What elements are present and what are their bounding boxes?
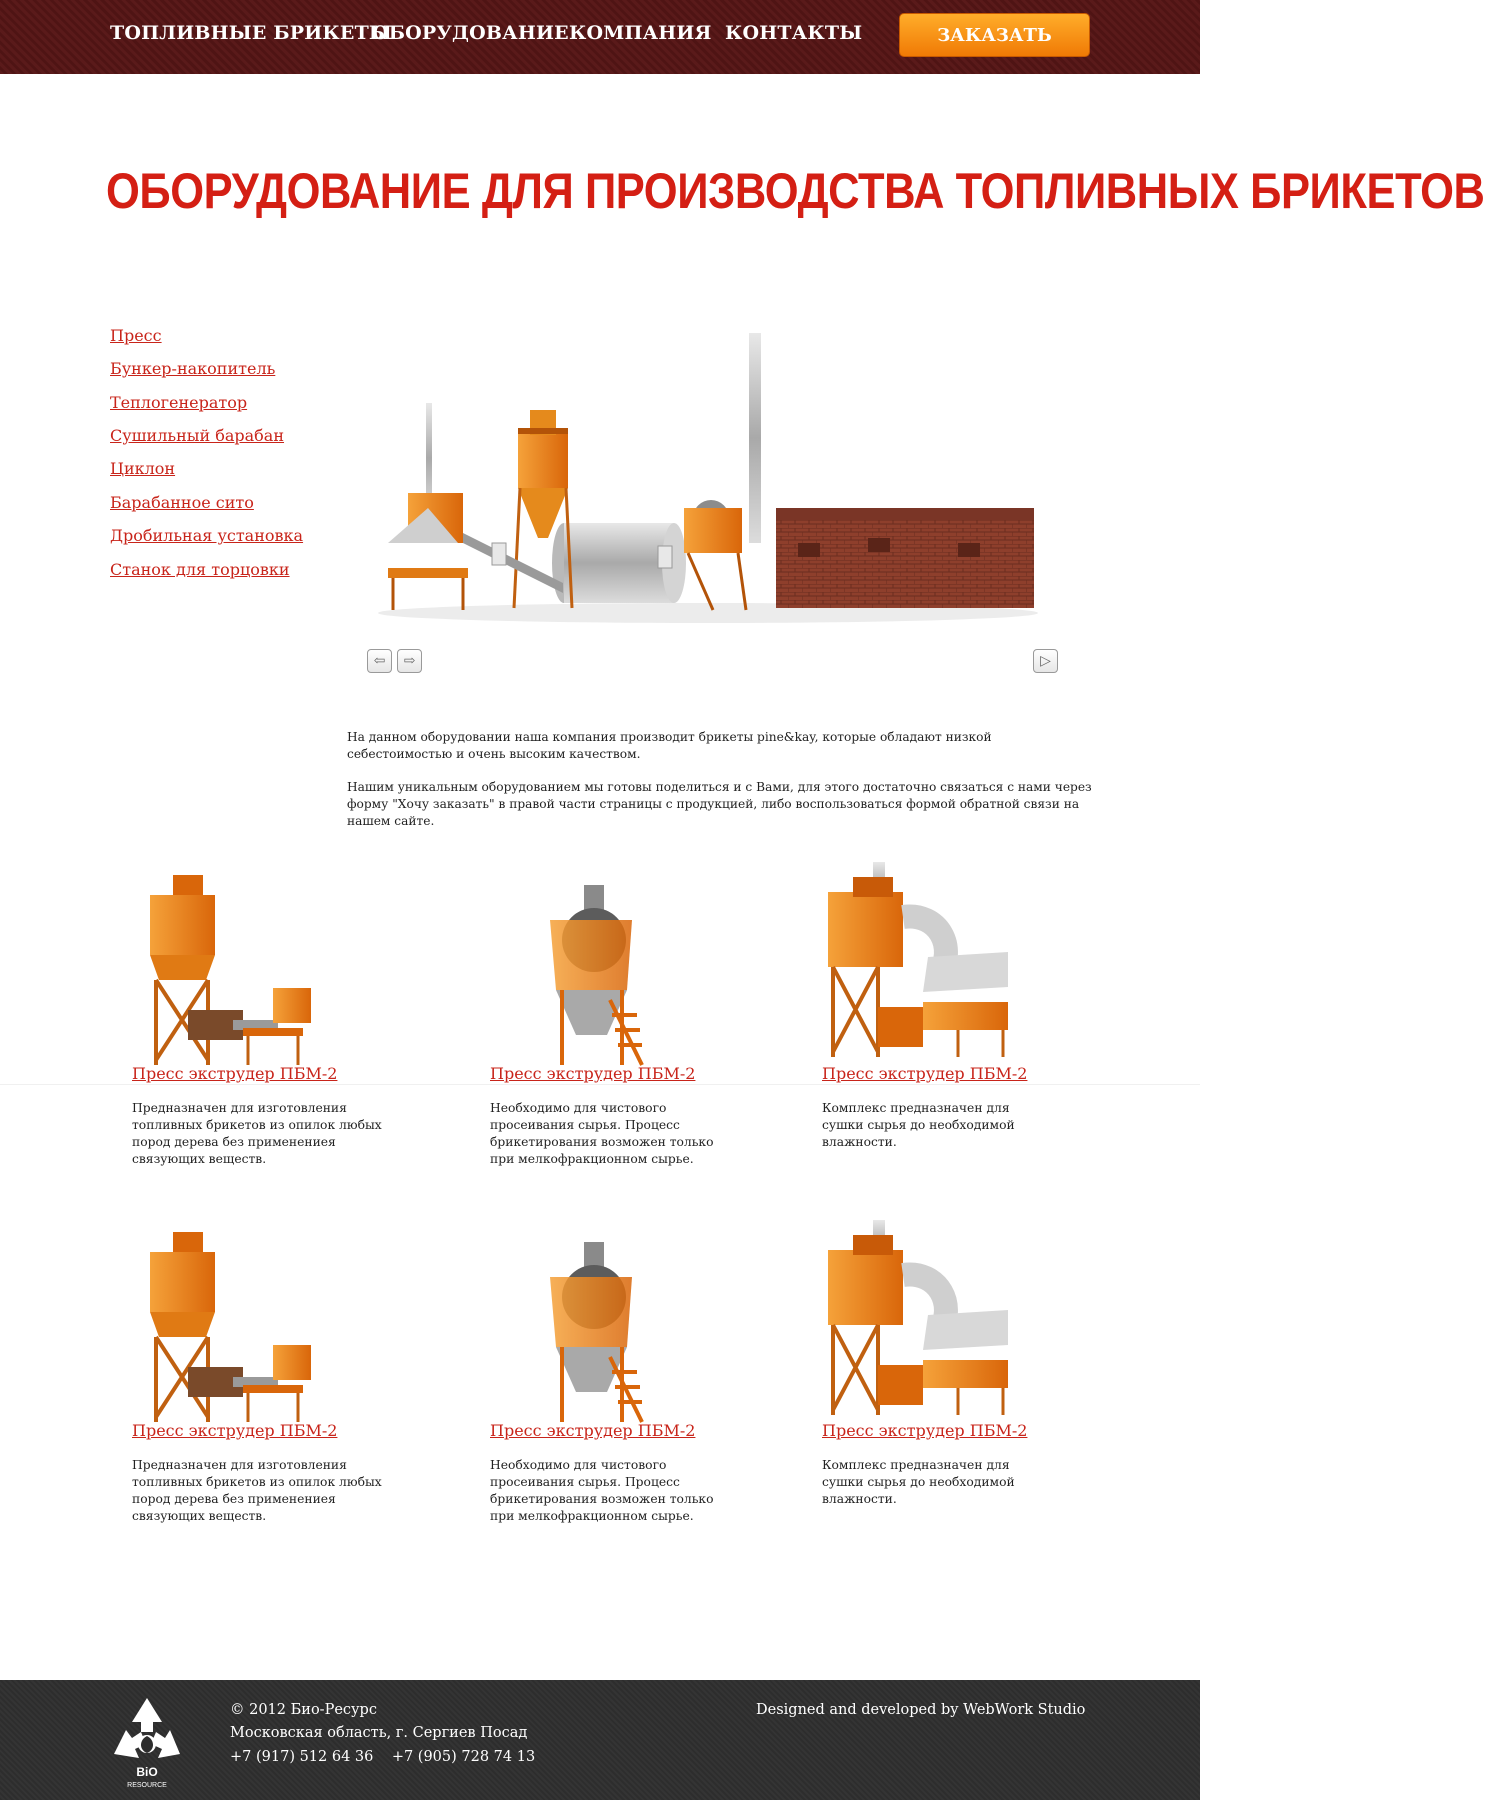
product-title-1[interactable]: Пресс экструдер ПБМ-2 bbox=[132, 1064, 338, 1083]
slider-play-button[interactable]: ▷ bbox=[1033, 649, 1058, 673]
product-desc-6: Комплекс предназначен для сушки сырья до необходимой влажности. bbox=[822, 1458, 1015, 1506]
sidebar-item-end-cutting-machine[interactable]: Станок для торцовки bbox=[110, 560, 290, 579]
logo-subtext: RESOURCE bbox=[127, 1782, 167, 1789]
footer-credits-link[interactable]: Designed and developed by WebWork Studio bbox=[756, 1702, 1086, 1718]
slider-next-button[interactable]: ⇨ bbox=[397, 649, 422, 673]
product-title-4[interactable]: Пресс экструдер ПБМ-2 bbox=[132, 1421, 338, 1440]
nav-fuel-briquettes[interactable]: ТОПЛИВНЫЕ БРИКЕТЫ bbox=[110, 22, 392, 44]
nav-equipment[interactable]: ОБОРУДОВАНИЕ bbox=[372, 22, 569, 44]
order-button[interactable]: ЗАКАЗАТЬ bbox=[899, 13, 1090, 57]
sidebar-item-press[interactable]: Пресс bbox=[110, 326, 162, 345]
sidebar-item-cyclone[interactable]: Циклон bbox=[110, 459, 176, 478]
intro-paragraph-1: На данном оборудовании наша компания производит брикеты pine&kay, которые обладают низкой себестоимостью и очень высоким качеством. bbox=[347, 730, 992, 761]
drum-sieve-image bbox=[492, 860, 712, 1070]
sidebar-item-heat-generator[interactable]: Теплогенератор bbox=[110, 393, 248, 412]
product-desc-5: Необходимо для чистового просеивания сырья. Процесс брикетирования возможен только при мелкофракционном сырье. bbox=[490, 1458, 714, 1523]
sidebar-item-crusher[interactable]: Дробильная установка bbox=[110, 526, 304, 545]
drying-complex-image bbox=[808, 852, 1028, 1062]
press-extruder-image bbox=[128, 860, 348, 1070]
top-nav-bar bbox=[0, 0, 1200, 74]
nav-contacts[interactable]: КОНТАКТЫ bbox=[725, 22, 863, 44]
logo-text: BiO bbox=[136, 1765, 158, 1779]
product-title-6[interactable]: Пресс экструдер ПБМ-2 bbox=[822, 1421, 1028, 1440]
sidebar-item-drum-sieve[interactable]: Барабанное сито bbox=[110, 493, 254, 512]
divider bbox=[0, 1084, 1200, 1085]
product-title-2[interactable]: Пресс экструдер ПБМ-2 bbox=[490, 1064, 696, 1083]
product-desc-4: Предназначен для изготовления топливных брикетов из опилок любых пород дерева без применениея связующих веществ. bbox=[132, 1458, 382, 1523]
footer-copyright: © 2012 Био-Ресурс bbox=[230, 1702, 377, 1718]
sidebar-item-drying-drum[interactable]: Сушильный барабан bbox=[110, 426, 285, 445]
product-desc-2: Необходимо для чистового просеивания сырья. Процесс брикетирования возможен только при мелкофракционном сырье. bbox=[490, 1101, 714, 1166]
sidebar-item-bunker[interactable]: Бункер-накопитель bbox=[110, 359, 276, 378]
footer bbox=[0, 1680, 1200, 1800]
product-desc-3: Комплекс предназначен для сушки сырья до необходимой влажности. bbox=[822, 1101, 1015, 1149]
production-line-image bbox=[368, 328, 1048, 628]
product-title-5[interactable]: Пресс экструдер ПБМ-2 bbox=[490, 1421, 696, 1440]
product-desc-1: Предназначен для изготовления топливных брикетов из опилок любых пород дерева без применениея связующих веществ. bbox=[132, 1101, 382, 1166]
footer-phones: +7 (917) 512 64 36 +7 (905) 728 74 13 bbox=[230, 1749, 536, 1765]
footer-address: Московская область, г. Сергиев Посад bbox=[230, 1725, 528, 1741]
page-title: ОБОРУДОВАНИЕ ДЛЯ ПРОИЗВОДСТВА ТОПЛИВНЫХ БРИКЕТОВ bbox=[106, 163, 1485, 219]
bio-resource-logo bbox=[104, 1692, 190, 1790]
drying-complex-image bbox=[808, 1210, 1028, 1420]
intro-paragraph-2: Нашим уникальным оборудованием мы готовы поделиться и с Вами, для этого достаточно связаться с нами через форму "Хочу заказать" в правой части страницы с продукцией, либо воспользоваться формой обратной связи на нашем сайте. bbox=[347, 780, 1092, 828]
nav-company[interactable]: КОМПАНИЯ bbox=[569, 22, 712, 44]
drum-sieve-image bbox=[492, 1217, 712, 1427]
press-extruder-image bbox=[128, 1217, 348, 1427]
slider-prev-button[interactable]: ⇦ bbox=[367, 649, 392, 673]
product-title-3[interactable]: Пресс экструдер ПБМ-2 bbox=[822, 1064, 1028, 1083]
